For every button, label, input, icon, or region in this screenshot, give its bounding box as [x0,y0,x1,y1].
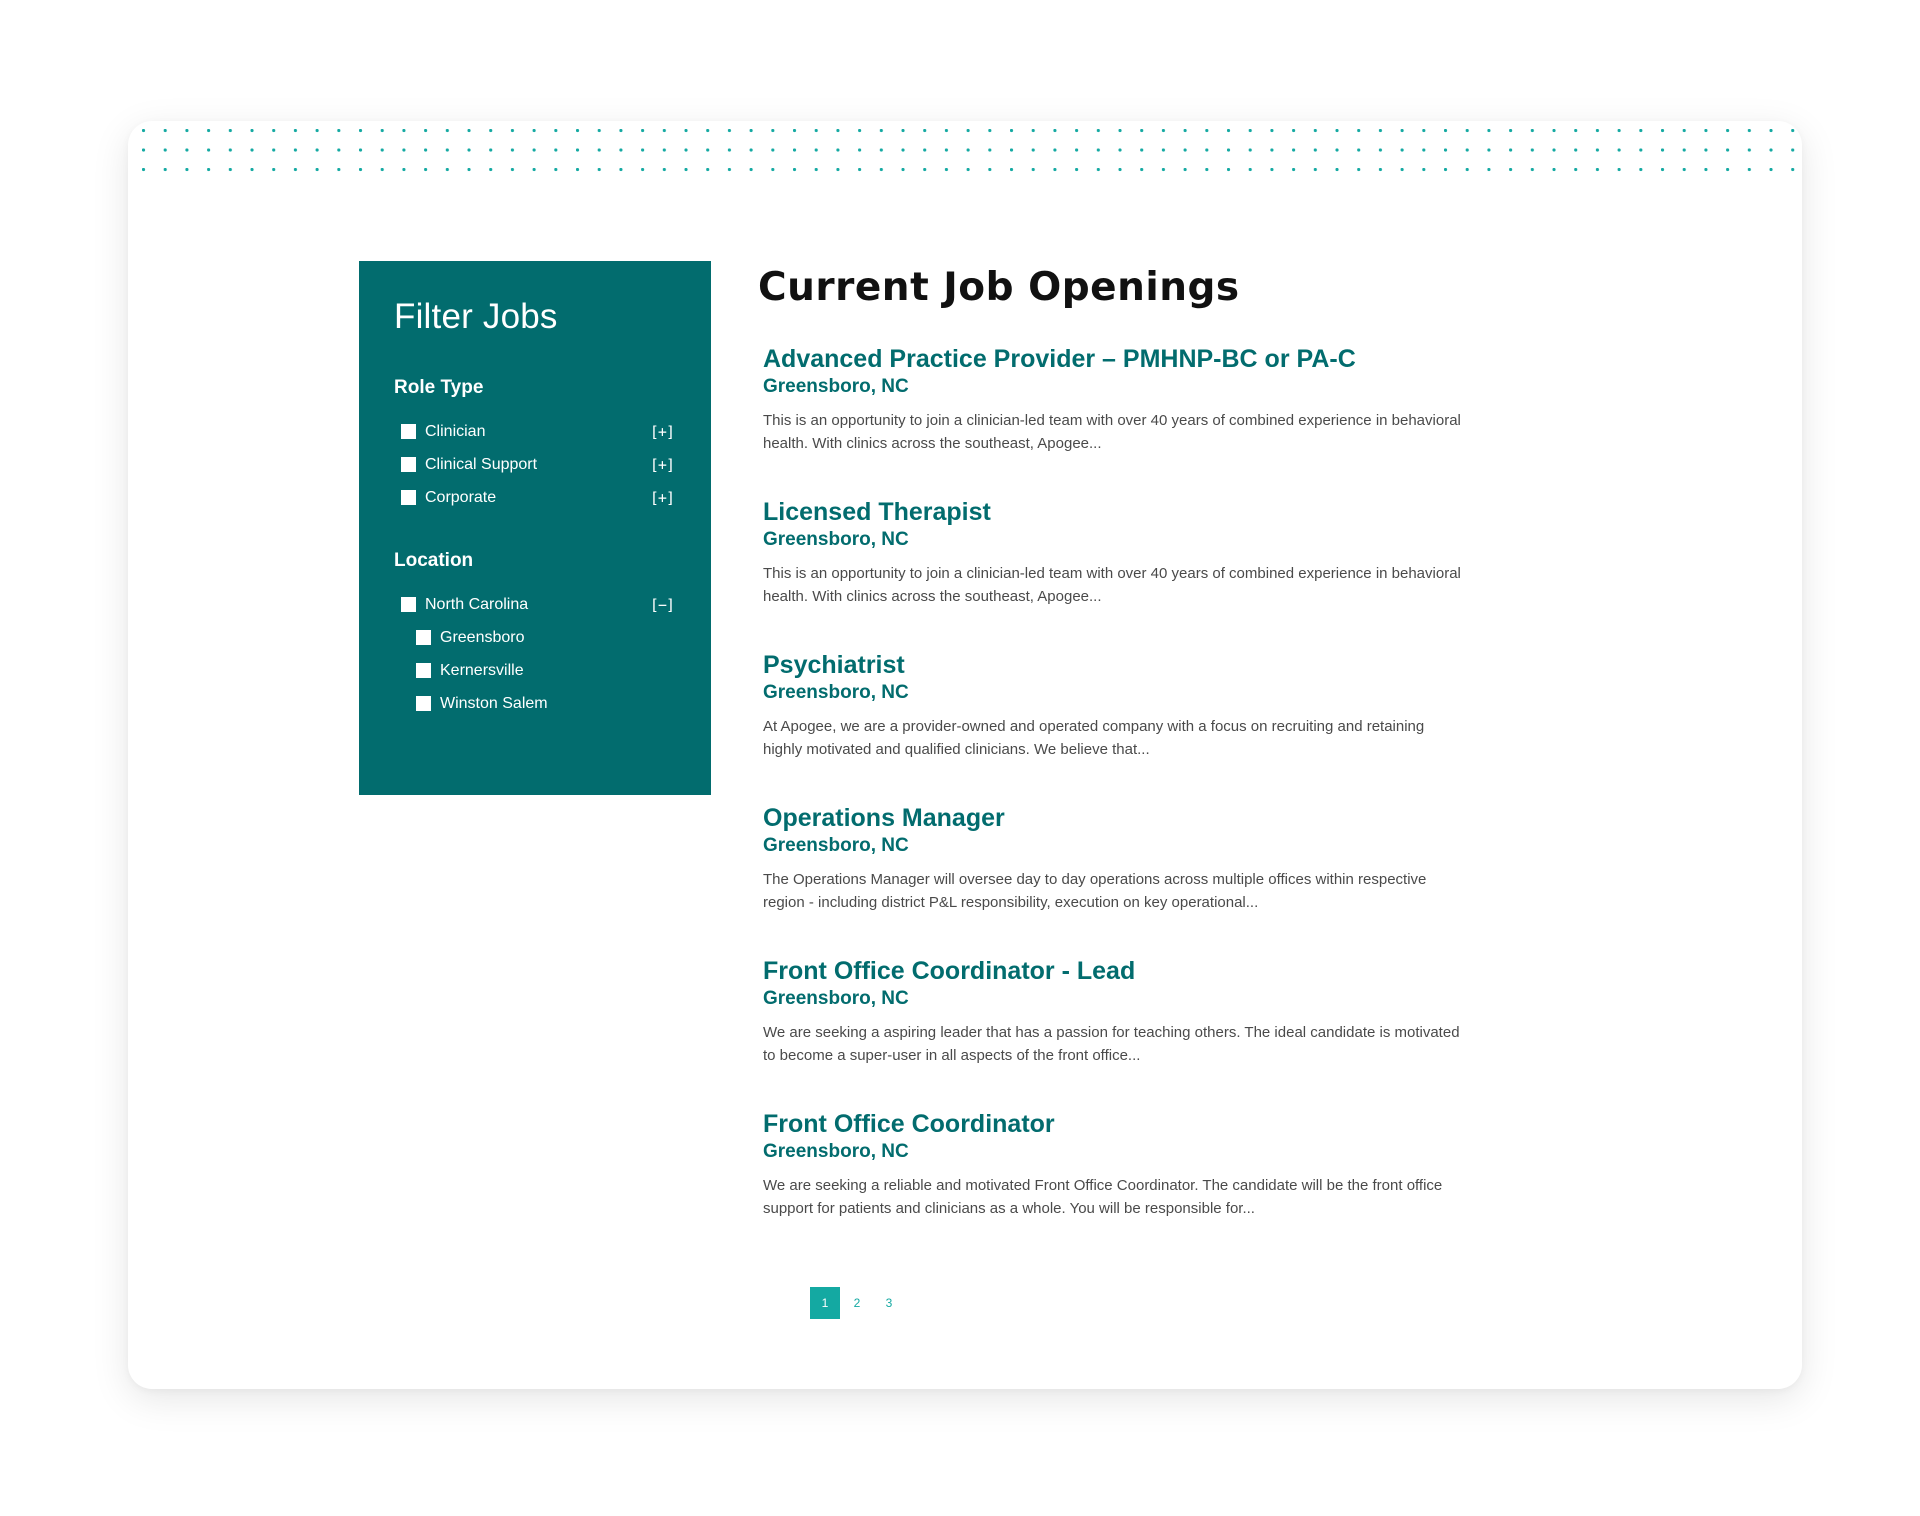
collapse-toggle[interactable]: [−] [649,595,674,614]
dot-pattern-decoration [128,121,1802,187]
role-type-list [394,415,673,514]
filter-option-corporate[interactable] [394,481,673,514]
job-description: We are seeking a aspiring leader that has a passion for teaching others. The ideal candidate is motivated to become a super-user in all aspects of the front office... [763,1024,1460,1064]
job-item [763,649,1463,802]
filter-option-label: Clinical Support [425,455,538,473]
job-location: Greensboro, NC [763,376,909,397]
job-item [763,343,1463,496]
job-location: Greensboro, NC [763,835,909,856]
job-title-link[interactable]: Advanced Practice Provider – PMHNP-BC or PA-C [763,345,1356,373]
filter-option-clinical-support[interactable] [394,448,673,481]
checkbox[interactable] [401,597,416,612]
job-item [763,1108,1463,1261]
checkbox[interactable] [416,696,431,711]
job-item [763,802,1463,955]
job-list [763,343,1463,1261]
expand-toggle[interactable]: [+] [649,422,674,441]
job-title-link[interactable]: Front Office Coordinator [763,1110,1055,1138]
job-location: Greensboro, NC [763,1141,909,1162]
filter-panel [359,261,711,795]
filter-option-kernersville[interactable] [394,654,673,687]
expand-toggle[interactable]: [+] [649,488,674,507]
page-1-button[interactable]: 1 [810,1287,840,1319]
job-title-link[interactable]: Licensed Therapist [763,498,991,526]
filter-option-winston-salem[interactable] [394,687,673,720]
filter-option-greensboro[interactable] [394,621,673,654]
job-description: The Operations Manager will oversee day to day operations across multiple offices within respective region - including district P&L responsibility, execution on key operational... [763,871,1427,911]
filter-option-label: Winston Salem [440,694,548,712]
job-title-link[interactable]: Front Office Coordinator - Lead [763,957,1136,985]
page-title: Current Job Openings [758,265,1240,310]
checkbox[interactable] [416,663,431,678]
checkbox[interactable] [401,490,416,505]
job-item [763,955,1463,1108]
location-list [394,588,673,720]
job-title-link[interactable]: Operations Manager [763,804,1005,832]
location-heading: Location [394,550,474,571]
page-3-button[interactable]: 3 [885,1296,893,1310]
checkbox[interactable] [401,457,416,472]
filter-option-label: Corporate [425,488,497,506]
filter-title: Filter Jobs [394,297,558,336]
filter-option-label: Clinician [425,422,486,440]
filter-option-clinician[interactable] [394,415,673,448]
job-description: This is an opportunity to join a clinician-led team with over 40 years of combined experience in behavioral health. With clinics across the southeast, Apogee... [763,412,1461,452]
pagination [810,1287,906,1319]
role-type-heading: Role Type [394,377,484,398]
job-listings [758,261,1478,1217]
job-item [763,496,1463,649]
job-location: Greensboro, NC [763,988,909,1009]
filter-option-north-carolina[interactable] [394,588,673,621]
job-description: We are seeking a reliable and motivated Front Office Coordinator. The candidate will be the front office support for patients and clinicians as a whole. You will be responsible for... [763,1177,1443,1217]
filter-option-label: North Carolina [425,595,529,613]
expand-toggle[interactable]: [+] [649,455,674,474]
job-description: This is an opportunity to join a clinician-led team with over 40 years of combined experience in behavioral health. With clinics across the southeast, Apogee... [763,565,1461,605]
job-location: Greensboro, NC [763,682,909,703]
page-2-button[interactable]: 2 [853,1296,861,1310]
job-title-link[interactable]: Psychiatrist [763,651,905,679]
filter-option-label: Kernersville [440,661,524,679]
content-card [128,121,1802,1389]
job-description: At Apogee, we are a provider-owned and operated company with a focus on recruiting and retaining highly motivated and qualified clinicians. We believe that... [763,718,1425,758]
checkbox[interactable] [416,630,431,645]
filter-option-label: Greensboro [440,628,525,646]
job-location: Greensboro, NC [763,529,909,550]
checkbox[interactable] [401,424,416,439]
